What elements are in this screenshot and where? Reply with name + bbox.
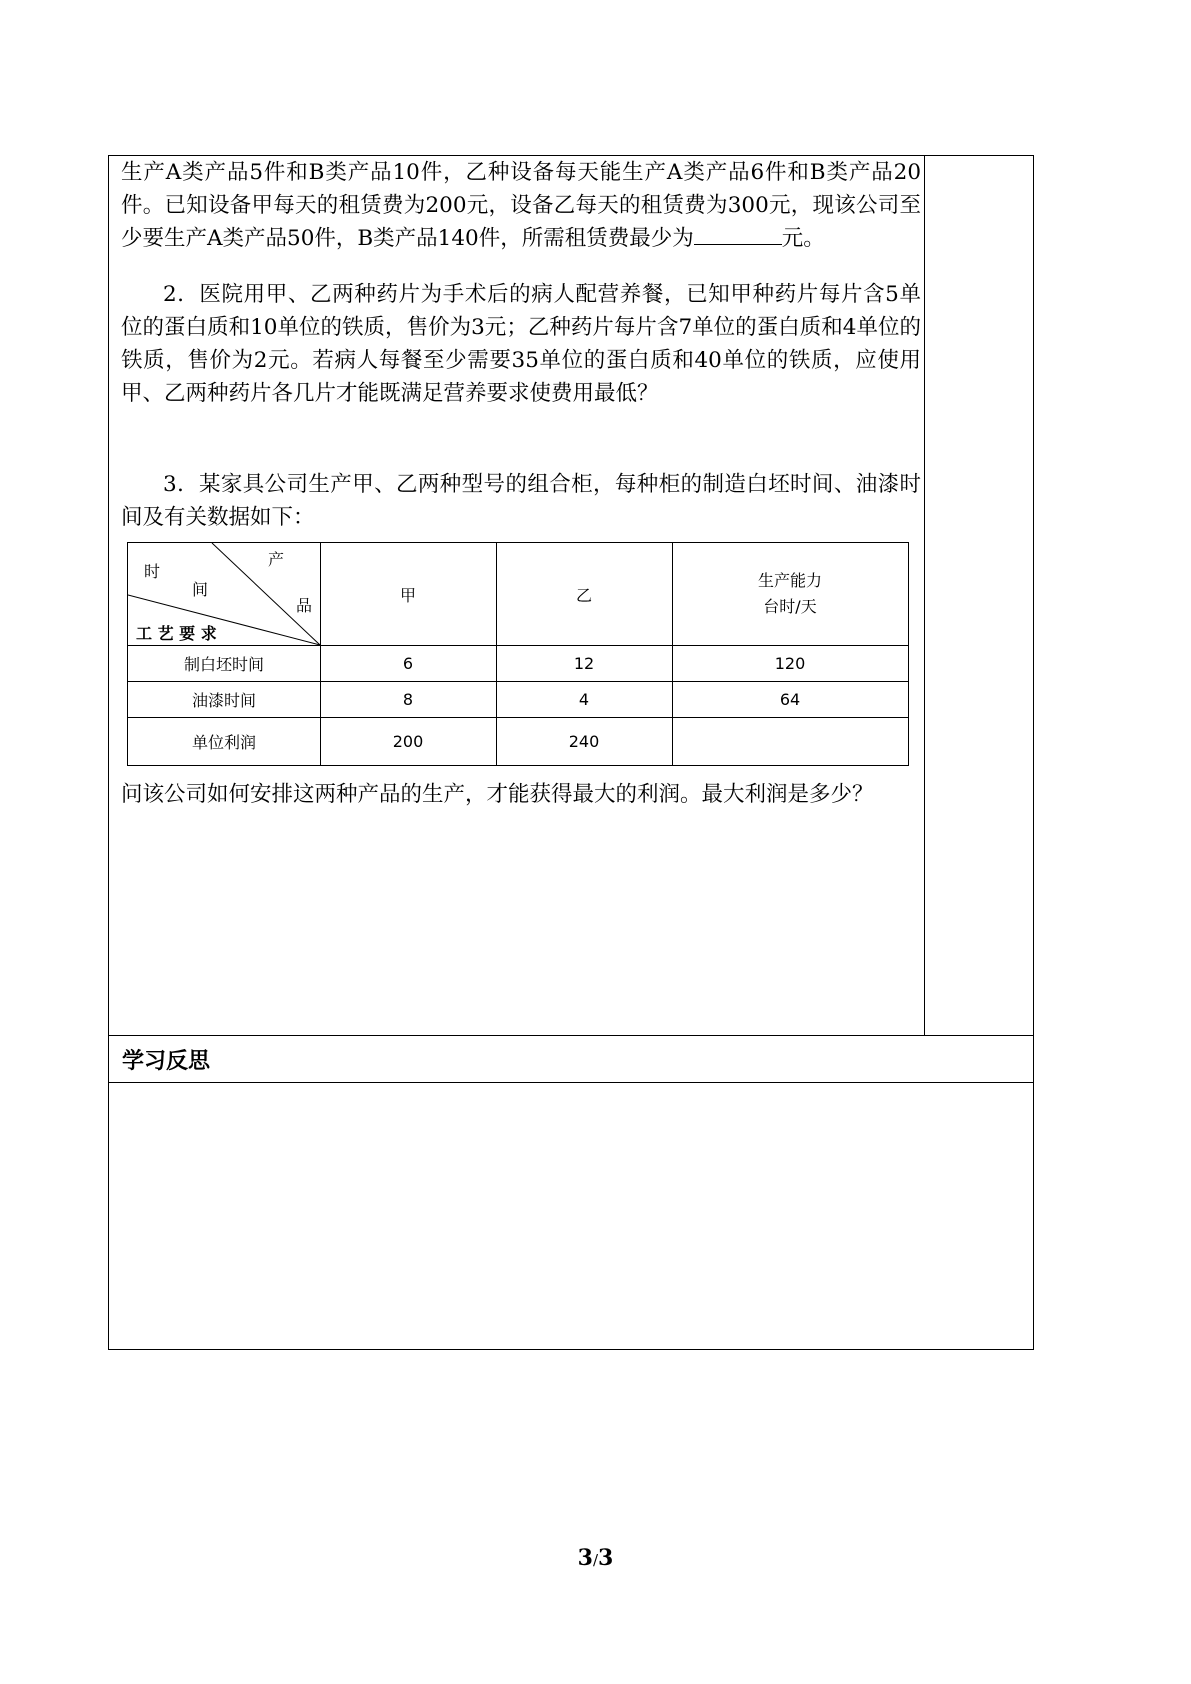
table-cell: 8 bbox=[402, 689, 414, 709]
problem-2-text: 2．医院用甲、乙两种药片为手术后的病人配营养餐，已知甲种药片每片含5单位的蛋白质和10单位的铁质，售价为3元；乙种药片每片含7单位的蛋白质和4单位的铁质，售价为2元。若病人每餐至少需要35单位的蛋白质和40单位的铁质，应使用甲、乙两种药片各几片才能既满足营养要求使费用最低？ bbox=[121, 282, 921, 406]
problem-3-text: 3．某家具公司生产甲、乙两种型号的组合柜，每种柜的制造白坯时间、油漆时间及有关数据如下： bbox=[121, 472, 921, 530]
table-cell: 200 bbox=[392, 731, 424, 751]
row-label: 单位利润 bbox=[191, 732, 256, 752]
answer-blank[interactable] bbox=[694, 222, 782, 245]
corner-time-label-2: 间 bbox=[192, 580, 209, 599]
corner-time-label-1: 时 bbox=[144, 562, 161, 581]
problem-3 bbox=[121, 468, 921, 534]
reflection-heading: 学习反思 bbox=[122, 1049, 211, 1074]
problem-3-question bbox=[121, 778, 921, 811]
page-number bbox=[0, 1545, 1191, 1571]
table-cell: 4 bbox=[578, 689, 590, 709]
page-separator: / bbox=[592, 1551, 599, 1569]
problem-3-question-text: 问该公司如何安排这两种产品的生产，才能获得最大的利润。最大利润是多少？ bbox=[121, 782, 874, 807]
row-label: 油漆时间 bbox=[191, 690, 256, 710]
col-header-yi: 乙 bbox=[575, 585, 592, 605]
capacity-unit: 台时/天 bbox=[763, 597, 817, 616]
table-cell: 240 bbox=[568, 731, 600, 751]
table-cell: 64 bbox=[779, 689, 801, 709]
problem-1-text: 生产A类产品5件和B类产品10件，乙种设备每天能生产A类产品6件和B类产品20件。已知设备甲每天的租赁费为200元，设备乙每天的租赁费为300元，现该公司至少要生产A类产品50件，B类产品140件，所需租赁费最少为 bbox=[121, 160, 921, 251]
table-cell: 12 bbox=[573, 653, 595, 673]
corner-product-label-1: 产 bbox=[268, 550, 285, 569]
reflection-area[interactable] bbox=[109, 1083, 1033, 1349]
table-cell: 6 bbox=[402, 653, 414, 673]
exercise-cell bbox=[109, 156, 925, 1035]
worksheet-frame bbox=[108, 155, 1034, 1350]
problem-1-tail: 元。 bbox=[781, 226, 825, 251]
table-cell bbox=[672, 717, 908, 765]
col-header-capacity bbox=[672, 543, 908, 645]
row-label: 制白坯时间 bbox=[183, 654, 264, 674]
table-cell: 120 bbox=[774, 653, 806, 673]
col-header-jia: 甲 bbox=[399, 585, 416, 605]
total-pages: 3 bbox=[598, 1545, 614, 1571]
capacity-label: 生产能力 bbox=[757, 571, 822, 590]
problem-2 bbox=[121, 278, 921, 410]
notes-column[interactable] bbox=[925, 156, 1033, 1035]
corner-process-label: 工 艺 要 求 bbox=[136, 624, 217, 643]
problem-1-continuation bbox=[121, 156, 921, 255]
production-data-table bbox=[127, 542, 909, 766]
current-page: 3 bbox=[577, 1545, 593, 1571]
corner-product-label-2: 品 bbox=[296, 596, 313, 615]
reflection-header bbox=[109, 1035, 1033, 1083]
